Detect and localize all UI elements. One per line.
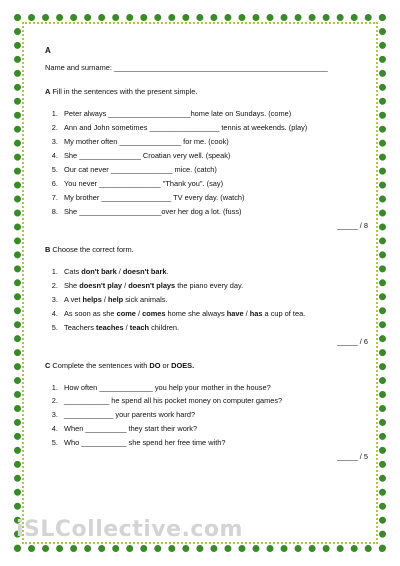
exercise-item	[60, 295, 370, 305]
sentence-part: Cats	[64, 266, 82, 276]
sentence-part: /	[122, 280, 129, 290]
answer-option: doesn't bark	[122, 266, 167, 276]
answer-option: helps	[82, 294, 102, 304]
answer-option: teaches	[96, 322, 124, 332]
section-a-letter: A	[45, 86, 51, 96]
section-b-title	[45, 245, 370, 255]
watermark-logo: iSLCollective.com	[16, 517, 243, 542]
exercise-item: 2. Ann and John sometimes _________________ tennis at weekends. (play)	[60, 123, 370, 133]
sentence-part: .	[166, 266, 169, 276]
section-a-instruction: Fill in the sentences with the present simple.	[50, 86, 198, 96]
answer-option: comes	[142, 308, 166, 318]
exercise-item	[60, 309, 370, 319]
exercise-item: 2. ___________ he spend all his pocket money on computer games?	[60, 396, 370, 406]
sentence-part: Teachers	[64, 322, 97, 332]
exercise-item	[60, 323, 370, 333]
answer-option: have	[226, 308, 244, 318]
section-c-instruction-part: or	[160, 360, 172, 370]
exercise-item: 4. She _______________ Croatian very well. (speak)	[60, 151, 370, 161]
exercise-item: 3. My mother often _______________ for me. (cook)	[60, 137, 370, 147]
section-c-score: _____ / 5	[337, 452, 368, 462]
answer-option: don't bark	[81, 266, 117, 276]
section-c-instruction-part: DO	[149, 360, 161, 370]
section-c-instruction-part: DOES.	[171, 360, 195, 370]
exercise-item: 3. ____________ your parents work hard?	[60, 410, 370, 420]
exercise-item: 8. She ____________________over her dog a lot. (fuss)	[60, 207, 370, 217]
section-b-letter: B	[45, 244, 51, 254]
sentence-part: She	[64, 280, 80, 290]
sentence-part: /	[243, 308, 250, 318]
exercise-item: 1. Peter always ____________________home late on Sundays. (come)	[60, 109, 370, 119]
section-a-title	[45, 87, 370, 97]
section-a-list	[45, 109, 370, 217]
section-c-list	[45, 383, 370, 449]
section-c-letter: C	[45, 360, 51, 370]
name-line: Name and surname: ____________________________________________________	[45, 62, 328, 72]
answer-option: help	[107, 294, 124, 304]
sentence-part: sick animals.	[123, 294, 168, 304]
exercise-item: 7. My brother _________________ TV every day. (watch)	[60, 193, 370, 203]
worksheet-letter: A	[45, 46, 51, 55]
exercise-item: 4. When __________ they start their work?	[60, 424, 370, 434]
sentence-part: A vet	[64, 294, 83, 304]
sentence-part: /	[116, 266, 123, 276]
answer-option: doesn't plays	[128, 280, 176, 290]
sentence-part: the piano every day.	[175, 280, 244, 290]
exercise-item: 5. Who ___________ she spend her free time with?	[60, 438, 370, 448]
section-b-instruction: Choose the correct form.	[50, 244, 134, 254]
worksheet	[45, 46, 370, 462]
section-b-score: _____ / 6	[337, 336, 368, 346]
sentence-part: /	[123, 322, 130, 332]
section-a-score: _____ / 8	[337, 220, 368, 230]
sentence-part: As soon as she	[64, 308, 117, 318]
exercise-item: 1. How often _____________ you help your mother in the house?	[60, 383, 370, 393]
answer-option: doesn't play	[79, 280, 123, 290]
answer-option: come	[116, 308, 136, 318]
sentence-part: home she always	[165, 308, 227, 318]
sentence-part: /	[101, 294, 108, 304]
section-c-title	[45, 361, 370, 371]
sentence-part: children.	[149, 322, 180, 332]
exercise-item	[60, 267, 370, 277]
exercise-item	[60, 281, 370, 291]
exercise-item: 5. Our cat never _______________ mice. (catch)	[60, 165, 370, 175]
section-b-list	[45, 267, 370, 333]
exercise-item: 6. You never _______________ "Thank you". (say)	[60, 179, 370, 189]
answer-option: teach	[129, 322, 150, 332]
sentence-part: /	[135, 308, 143, 318]
sentence-part: a cup of tea.	[262, 308, 306, 318]
section-c-instruction-part: Complete the sentences with	[52, 360, 150, 370]
answer-option: has	[249, 308, 263, 318]
